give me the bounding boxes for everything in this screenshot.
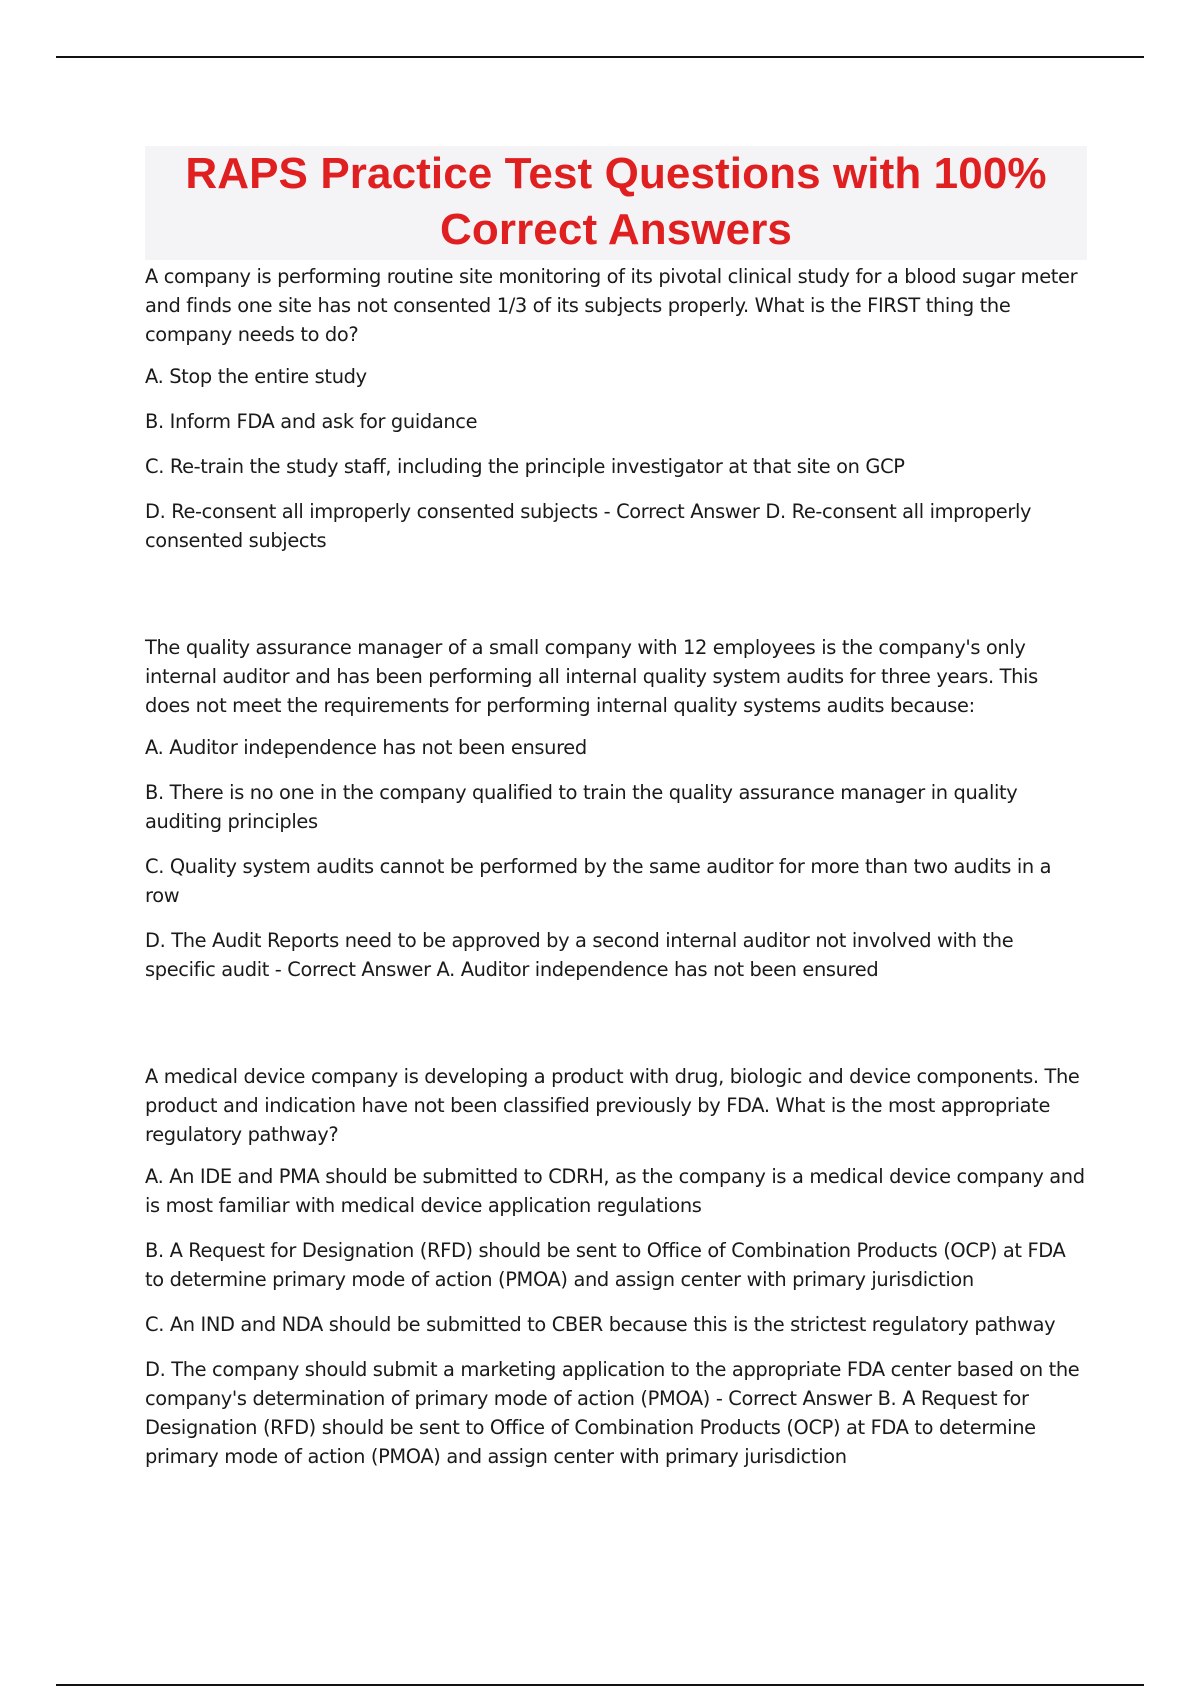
answer-option-with-correct-answer: D. The company should submit a marketing application to the appropriate FDA center based on the company's determination of primary mode of action (PMOA) - Correct Answer B. A Request for Designation (RFD) should be sent to Office of Combination Products (OCP) at FDA to determine primary mode of action (PMOA) and assign center with primary jurisdiction (145, 1358, 1080, 1468)
answer-option: C. An IND and NDA should be submitted to CBER because this is the strictest regulatory pathway (145, 1313, 1056, 1336)
question-3 (145, 1062, 1087, 1471)
question-stem: The quality assurance manager of a small company with 12 employees is the company's only internal auditor and has been performing all internal quality system audits for three years. This does not meet the requirements for performing internal quality systems audits because: (145, 636, 1038, 717)
question-stem: A company is performing routine site monitoring of its pivotal clinical study for a blood sugar meter and finds one site has not consented 1/3 of its subjects properly. What is the FIRST thing the company needs to do? (145, 265, 1078, 346)
title-line-1: RAPS Practice Test Questions with 100% (185, 149, 1047, 198)
question-stem: A medical device company is developing a product with drug, biologic and device components. The product and indication have not been classified previously by FDA. What is the most appropriate regulatory pathway? (145, 1065, 1080, 1146)
question-2 (145, 633, 1087, 984)
question-spacer (145, 1000, 1087, 1062)
answer-option: A. Stop the entire study (145, 365, 367, 388)
answer-option-with-correct-answer: D. The Audit Reports need to be approved by a second internal auditor not involved with the specific audit - Correct Answer A. Auditor independence has not been ensured (145, 929, 1014, 981)
title-block (145, 146, 1087, 260)
answer-option: B. Inform FDA and ask for guidance (145, 410, 478, 433)
answer-option: B. A Request for Designation (RFD) should be sent to Office of Combination Products (OCP) at FDA to determine primary mode of action (PMOA) and assign center with primary jurisdiction (145, 1239, 1066, 1291)
question-1 (145, 262, 1087, 555)
answer-option: B. There is no one in the company qualified to train the quality assurance manager in quality auditing principles (145, 781, 1018, 833)
footer-rule (56, 1684, 1144, 1686)
answer-option: C. Quality system audits cannot be performed by the same auditor for more than two audits in a row (145, 855, 1052, 907)
answer-option-with-correct-answer: D. Re-consent all improperly consented subjects - Correct Answer D. Re-consent all improperly consented subjects (145, 500, 1032, 552)
answer-option: A. Auditor independence has not been ensured (145, 736, 587, 759)
answer-option: A. An IDE and PMA should be submitted to CDRH, as the company is a medical device company and is most familiar with medical device application regulations (145, 1165, 1085, 1217)
header-rule (56, 56, 1144, 58)
document-body (145, 146, 1087, 1487)
answer-option: C. Re-train the study staff, including the principle investigator at that site on GCP (145, 455, 905, 478)
question-spacer (145, 571, 1087, 633)
document-title (145, 146, 1087, 258)
title-line-2: Correct Answers (440, 205, 792, 254)
